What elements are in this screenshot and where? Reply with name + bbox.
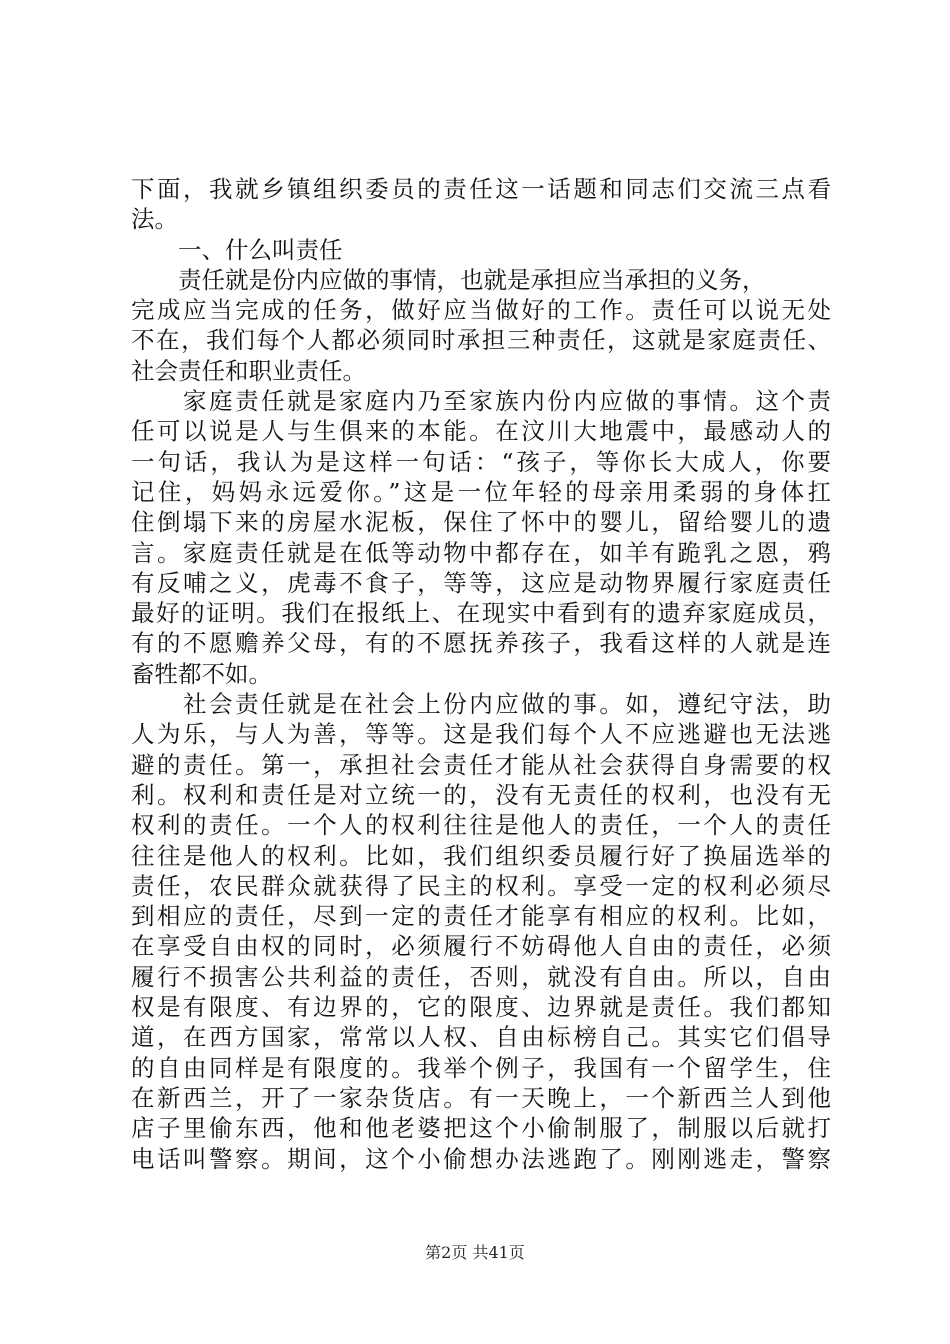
text-line: 有的不愿赡养父母，有的不愿抚养孩子，我看这样的人就是连	[131, 629, 831, 658]
text-line: 到相应的责任，尽到一定的责任才能享有相应的权利。比如，	[131, 902, 831, 931]
text-line: 最好的证明。我们在报纸上、在现实中看到有的遗弃家庭成员，	[131, 599, 831, 628]
text-line: 的自由同样是有限度的。我举个例子，我国有一个留学生，住	[131, 1053, 831, 1082]
text-line: 电话叫警察。期间，这个小偷想办法逃跑了。刚刚逃走，警察	[131, 1144, 831, 1173]
text-line: 法。	[131, 205, 178, 234]
text-line: 社会责任和职业责任。	[131, 356, 366, 385]
text-line: 往往是他人的权利。比如，我们组织委员履行好了换届选举的	[131, 841, 831, 870]
text-line: 下面，我就乡镇组织委员的责任这一话题和同志们交流三点看	[131, 175, 831, 203]
text-line: 一、什么叫责任	[131, 235, 343, 264]
page-footer	[0, 1240, 950, 1263]
text-line: 畜牲都不如。	[131, 659, 272, 688]
text-line: 避的责任。第一，承担社会责任才能从社会获得自身需要的权	[131, 750, 831, 779]
text-line: 任可以说是人与生俱来的本能。在汶川大地震中，最感动人的	[131, 417, 831, 446]
text-line: 不在，我们每个人都必须同时承担三种责任，这就是家庭责任、	[131, 326, 831, 355]
text-line: 一句话，我认为是这样一句话：“孩子，等你长大成人，你要	[131, 447, 831, 476]
text-line: 人为乐，与人为善，等等。这是我们每个人不应逃避也无法逃	[131, 720, 831, 749]
text-line: 在享受自由权的同时，必须履行不妨碍他人自由的责任，必须	[131, 932, 831, 961]
text-line: 责任就是份内应做的事情，也就是承担应当承担的义务，	[131, 265, 766, 294]
text-line: 道，在西方国家，常常以人权、自由标榜自己。其实它们倡导	[131, 1023, 831, 1052]
text-line: 利。权利和责任是对立统一的，没有无责任的权利，也没有无	[131, 780, 831, 809]
text-line: 有反哺之义，虎毒不食子，等等，这应是动物界履行家庭责任	[131, 568, 831, 597]
text-line: 权是有限度、有边界的，它的限度、边界就是责任。我们都知	[131, 993, 831, 1022]
text-line: 履行不损害公共利益的责任，否则，就没有自由。所以，自由	[131, 962, 831, 991]
text-line: 社会责任就是在社会上份内应做的事。如，遵纪守法，助	[131, 690, 831, 719]
page-number: 第2页 共41页	[425, 1243, 525, 1262]
text-line: 完成应当完成的任务，做好应当做好的工作。责任可以说无处	[131, 296, 831, 325]
text-line: 家庭责任就是家庭内乃至家族内份内应做的事情。这个责	[131, 387, 831, 416]
text-line: 店子里偷东西，他和他老婆把这个小偷制服了，制服以后就打	[131, 1114, 831, 1143]
text-line: 记住，妈妈永远爱你。”这是一位年轻的母亲用柔弱的身体扛	[131, 477, 831, 506]
text-line: 住倒塌下来的房屋水泥板，保住了怀中的婴儿，留给婴儿的遗	[131, 508, 831, 537]
text-line: 权利的责任。一个人的权利往往是他人的责任，一个人的责任	[131, 811, 831, 840]
text-line: 言。家庭责任就是在低等动物中都存在，如羊有跪乳之恩，鸦	[131, 538, 831, 567]
text-line: 在新西兰，开了一家杂货店。有一天晚上，一个新西兰人到他	[131, 1083, 831, 1112]
text-line: 责任，农民群众就获得了民主的权利。享受一定的权利必须尽	[131, 871, 831, 900]
document-body	[131, 174, 831, 1174]
